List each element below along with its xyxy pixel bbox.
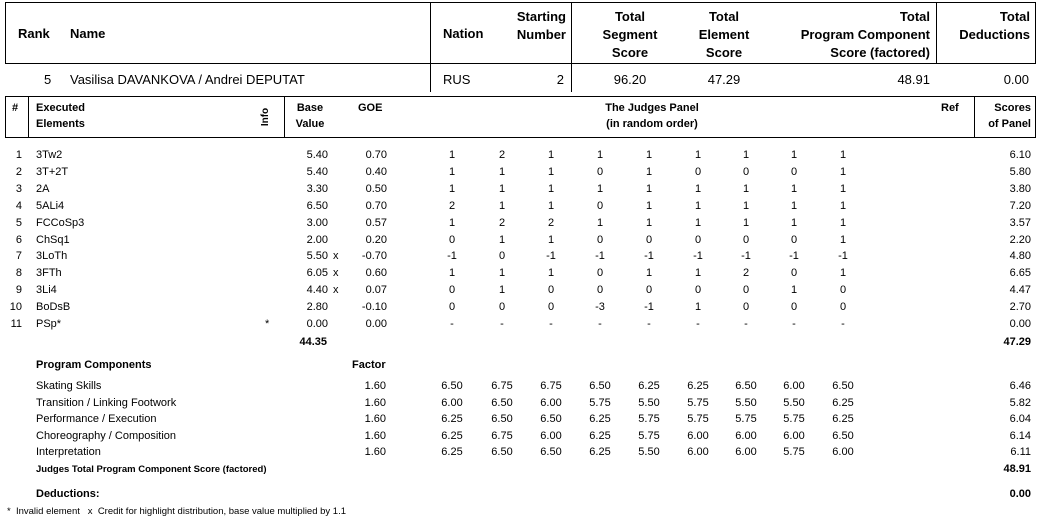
element-code: 3LoTh [36,250,68,263]
judge-component-score: 6.25 [638,380,660,392]
ded-header: Total Deductions [959,9,1030,42]
judge-score: 1 [645,165,653,178]
judge-score: 1 [547,267,555,280]
judge-score: 1 [448,165,456,178]
element-code: 5ALi4 [36,199,65,212]
judge-component-score: 6.00 [783,429,805,442]
judge-score: - [450,318,454,330]
judge-score: 2 [498,149,506,161]
judge-score: 1 [645,149,653,161]
judge-score: 0 [742,233,750,246]
element-code: 3FTh [36,267,62,280]
judge-score: 0 [694,165,702,178]
component-name: Transition / Linking Footwork [36,396,177,409]
judge-score: 0 [547,284,555,297]
element-goe: 0.07 [365,284,387,297]
skater-nation: RUS [443,72,471,87]
judge-score: -1 [546,250,556,263]
judge-component-score: 5.50 [783,396,805,409]
judge-component-score: 6.00 [687,429,709,442]
judge-score: - [744,318,748,330]
element-number: 9 [15,284,22,297]
judge-component-score: 5.50 [638,446,660,459]
judge-score: 1 [448,267,456,280]
judge-score: 0 [498,301,506,314]
judge-component-score: 6.50 [540,413,562,426]
tes-header: Total Element Score [698,9,750,60]
judge-score: - [500,318,504,330]
element-goe: 0.70 [365,149,387,161]
element-panel-score: 4.80 [1009,250,1031,263]
element-base-value: 2.80 [306,301,328,314]
skater-starting-number: 2 [556,72,564,87]
element-base-value: 5.40 [306,149,328,161]
judge-score: 1 [790,149,798,161]
judge-score: -1 [595,250,605,263]
divider [430,2,431,92]
judge-component-score: 5.75 [687,413,709,426]
judge-score: 0 [645,284,653,297]
element-panel-score: 2.70 [1009,301,1031,314]
element-code: ChSq1 [36,233,70,246]
num-header: # [12,102,19,114]
judge-score: 0 [596,284,604,297]
judge-score: 0 [742,284,750,297]
info-header: Info [260,107,271,127]
judge-score: - [792,318,796,330]
judge-score: 1 [742,182,750,195]
judge-score: 1 [448,216,456,229]
skater-pcs: 48.91 [897,72,930,87]
judge-score: 0 [645,233,653,246]
judge-score: - [598,318,602,330]
element-number: 6 [15,233,22,246]
judge-score: 1 [596,182,604,195]
element-number: 10 [9,301,22,314]
judge-score: 0 [596,267,604,280]
judge-score: 2 [547,216,555,229]
element-base-value: 5.40 [306,165,328,178]
judge-score: 0 [498,250,506,263]
judge-component-score: 6.25 [589,429,611,442]
judge-score: 1 [448,149,456,161]
judge-component-score: 6.25 [832,396,854,409]
judge-score: 1 [694,149,702,161]
element-goe: 0.70 [365,199,387,212]
base-value-header: Base Value [295,102,325,130]
judge-score: 1 [645,199,653,212]
element-panel-score: 6.10 [1009,149,1031,161]
tss-header: Total Segment Score [602,9,658,60]
skater-tes: 47.29 [707,72,741,87]
judge-score: 1 [694,267,702,280]
element-goe: 0.00 [365,318,387,330]
rank-header: Rank [18,26,50,41]
judge-score: 1 [547,149,555,161]
element-code: 3Li4 [36,284,57,297]
element-base-value: 2.00 [306,233,328,246]
judge-score: -3 [595,301,605,314]
judge-score: 1 [742,216,750,229]
judge-score: -1 [447,250,457,263]
element-code: 2A [36,182,50,195]
component-name: Performance / Execution [36,413,157,426]
judge-score: 1 [596,216,604,229]
judge-score: - [841,318,845,330]
judge-score: 2 [448,199,456,212]
element-base-value: 4.40 [306,284,328,297]
judge-score: 1 [790,182,798,195]
executed-elements-header: Executed Elements [36,102,85,130]
judge-score: -1 [789,250,799,263]
judge-score: 0 [839,301,847,314]
judge-score: 1 [742,199,750,212]
judge-score: 1 [839,267,847,280]
judge-score: 0 [547,301,555,314]
pcs-total-score: 48.91 [1003,463,1031,475]
judge-component-score: 6.75 [491,429,513,442]
element-number: 8 [15,267,22,280]
element-panel-score: 3.57 [1009,216,1031,229]
element-code: 3T+2T [36,165,69,178]
judge-score: 0 [596,233,604,246]
element-number: 5 [15,216,22,229]
judge-score: 1 [498,199,506,212]
element-goe: 0.40 [365,165,387,178]
element-panel-score: 7.20 [1009,199,1031,212]
skater-name: Vasilisa DAVANKOVA / Andrei DEPUTAT [70,72,305,87]
judge-score: 0 [742,301,750,314]
element-goe: -0.10 [361,301,387,314]
component-factor: 1.60 [364,413,386,426]
judge-score: 1 [839,165,847,178]
component-panel-score: 6.14 [1009,429,1031,442]
judge-score: -1 [741,250,751,263]
judge-component-score: 6.00 [687,446,709,459]
judge-component-score: 6.00 [540,429,562,442]
element-base-value: 5.50 [306,250,328,263]
judge-score: 0 [448,233,456,246]
goe-header: GOE [358,102,383,114]
judge-component-score: 6.75 [540,380,562,392]
judge-component-score: 6.50 [491,396,513,409]
judge-component-score: 6.50 [491,413,513,426]
judge-score: 1 [694,216,702,229]
judge-score: 1 [839,182,847,195]
judge-score: -1 [644,301,654,314]
judge-score: - [696,318,700,330]
judge-score: 1 [790,199,798,212]
judge-component-score: 6.25 [441,429,463,442]
judge-component-score: 6.25 [832,413,854,426]
judge-component-score: 6.25 [589,413,611,426]
element-goe: 0.50 [365,182,387,195]
judge-component-score: 5.75 [589,396,611,409]
judge-score: 1 [645,182,653,195]
judge-score: 0 [790,165,798,178]
judge-score: 1 [448,182,456,195]
element-panel-score: 3.80 [1009,182,1031,195]
judge-score: 1 [498,233,506,246]
scores-of-panel-header: Scores of Panel [988,102,1031,130]
judge-score: 1 [839,199,847,212]
judge-score: -1 [838,250,848,263]
judge-component-score: 5.75 [735,413,757,426]
judge-score: 1 [694,182,702,195]
element-goe: 0.20 [365,233,387,246]
component-factor: 1.60 [364,446,386,459]
component-name: Interpretation [36,446,101,459]
nation-header: Nation [443,26,484,41]
starting-number-header: Starting Number [516,9,566,42]
judge-component-score: 6.50 [540,446,562,459]
judge-score: 2 [498,216,506,229]
judge-score: 2 [742,267,750,280]
divider [28,96,29,138]
judge-component-score: 6.25 [687,380,709,392]
element-panel-score: 0.00 [1009,318,1031,330]
judge-component-score: 5.75 [638,413,660,426]
total-base-value: 44.35 [299,336,327,348]
element-base-value: 6.05 [306,267,328,280]
judge-component-score: 6.50 [735,380,757,392]
element-number: 1 [15,149,22,161]
judge-score: 1 [547,233,555,246]
component-factor: 1.60 [364,380,386,392]
element-base-credit: x [333,267,339,280]
element-base-value: 3.00 [306,216,328,229]
judge-component-score: 6.00 [540,396,562,409]
element-info: * [265,318,270,330]
judge-score: 1 [742,149,750,161]
divider [571,2,572,92]
judge-score: 1 [547,199,555,212]
judge-score: 1 [839,216,847,229]
judge-score: 1 [694,199,702,212]
judge-component-score: 5.75 [687,396,709,409]
judge-score: 1 [694,301,702,314]
judge-score: 0 [596,199,604,212]
divider [974,96,975,138]
divider [936,2,937,64]
judge-score: 1 [498,165,506,178]
pcs-header: Total Program Component Score (factored) [800,9,930,60]
judge-component-score: 6.75 [491,380,513,392]
element-code: PSp* [36,318,62,330]
skater-ded: 0.00 [1003,72,1029,87]
element-goe: 0.60 [365,267,387,280]
judge-score: 0 [596,165,604,178]
component-panel-score: 6.04 [1009,413,1031,426]
factor-header: Factor [352,359,386,371]
judge-score: 1 [839,233,847,246]
element-number: 4 [15,199,22,212]
element-code: 3Tw2 [36,149,63,161]
program-components-header: Program Components [36,359,152,371]
judge-score: 1 [596,149,604,161]
component-panel-score: 6.46 [1009,380,1031,392]
judge-score: 1 [547,165,555,178]
judge-component-score: 5.50 [638,396,660,409]
judges-panel-header: The Judges Panel (in random order) [605,102,699,130]
judge-score: 1 [839,149,847,161]
component-factor: 1.60 [364,396,386,409]
judge-score: 0 [694,284,702,297]
judge-score: 1 [498,284,506,297]
judge-component-score: 6.25 [441,446,463,459]
element-base-value: 0.00 [306,318,328,330]
judge-component-score: 6.00 [832,446,854,459]
judge-component-score: 6.50 [589,380,611,392]
judge-component-score: 5.75 [783,413,805,426]
judge-score: 1 [498,267,506,280]
judge-score: 0 [694,233,702,246]
component-panel-score: 5.82 [1009,396,1031,409]
judge-component-score: 6.50 [832,380,854,392]
deductions-score: 0.00 [1009,488,1031,500]
element-panel-score: 6.65 [1009,267,1031,280]
judge-score: 1 [645,216,653,229]
component-panel-score: 6.11 [1010,446,1031,459]
element-code: BoDsB [36,301,71,314]
element-number: 2 [15,165,22,178]
judge-score: -1 [693,250,703,263]
component-name: Choreography / Composition [36,429,177,442]
element-base-credit: x [333,284,339,297]
footnote: * Invalid element x Credit for highlight distribution, base value multiplied by 1.1 [7,506,347,517]
judge-score: 0 [448,301,456,314]
judge-score: 0 [790,267,798,280]
judge-score: -1 [644,250,654,263]
judge-score: - [549,318,553,330]
judge-component-score: 6.00 [441,396,463,409]
element-code: FCCoSp3 [36,216,85,229]
judge-component-score: 5.75 [783,446,805,459]
judge-score: 0 [839,284,847,297]
element-number: 7 [15,250,22,263]
judge-component-score: 6.50 [491,446,513,459]
skater-tss: 96.20 [613,72,647,87]
total-element-score: 47.29 [1003,336,1031,348]
judge-component-score: 6.25 [441,413,463,426]
element-base-value: 6.50 [306,199,328,212]
judge-score: - [647,318,651,330]
judge-score: 1 [547,182,555,195]
judge-component-score: 6.50 [832,429,854,442]
judge-component-score: 5.75 [638,429,660,442]
elements-header-box [5,96,1036,138]
judge-score: 1 [645,267,653,280]
element-number: 3 [15,182,22,195]
judge-score: 0 [742,165,750,178]
element-goe: -0.70 [361,250,387,263]
deductions-label: Deductions: [36,488,100,500]
judge-score: 0 [448,284,456,297]
element-base-value: 3.30 [306,182,328,195]
judge-score: 1 [790,284,798,297]
name-header: Name [70,26,106,41]
judge-component-score: 6.50 [441,380,463,392]
ref-header: Ref [941,102,959,114]
divider [284,96,285,138]
judge-component-score: 5.50 [735,396,757,409]
judge-score: 1 [790,216,798,229]
component-factor: 1.60 [364,429,386,442]
judge-component-score: 6.25 [589,446,611,459]
judge-score: 1 [498,182,506,195]
element-panel-score: 4.47 [1009,284,1031,297]
element-panel-score: 2.20 [1009,233,1031,246]
judge-component-score: 6.00 [735,429,757,442]
skater-rank: 5 [44,72,52,87]
component-name: Skating Skills [36,380,102,392]
judge-score: 0 [790,301,798,314]
pcs-total-label: Judges Total Program Component Score (factored) [36,464,267,475]
element-panel-score: 5.80 [1009,165,1031,178]
judge-component-score: 6.00 [783,380,805,392]
element-base-credit: x [333,250,339,263]
element-number: 11 [10,318,22,330]
judge-score: 0 [790,233,798,246]
judge-component-score: 6.00 [735,446,757,459]
element-goe: 0.57 [365,216,387,229]
